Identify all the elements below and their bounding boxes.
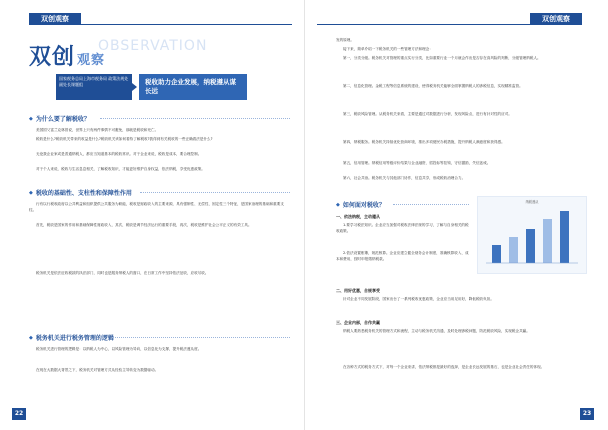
subheading-1: 一、依法纳税，主动遵从 — [336, 214, 380, 219]
paragraph: 针对企业不同发展阶段，国家出台了一系列税收优惠政策，企业应当用足用好，降低税收负担。 — [343, 297, 494, 301]
right-header-line — [317, 24, 582, 25]
diamond-bullet-icon: ◆ — [29, 189, 33, 196]
illustration-bar — [560, 211, 569, 263]
arrow-icon — [132, 83, 137, 91]
illustration-bar — [543, 219, 552, 263]
left-header-line — [29, 24, 292, 25]
paragraph: 首先，税收是国家的作用和基础保障性财政收入，其次，税收是调节经济运行的重要手段，再次，税收是维护社会公平正义的有效工具。 — [36, 223, 252, 227]
page-number-right: 23 — [580, 408, 594, 420]
paragraph: 纳税人要熟悉税务机关的管理方式和流程，主动与税务机关沟通，及时处理涉税问题，防范税收风险，实现税企共赢。 — [343, 329, 530, 333]
page-number-left: 22 — [12, 408, 26, 420]
paragraph: 税收是什么?税收机关带来的收益是什么?税收机关该如何看待了解税收?我得到有关税收的一些正确看法是什么? — [36, 137, 213, 141]
section-heading-1-text: 为什么要了解税收？ — [35, 116, 90, 123]
paragraph: 第六，社会共治。税务机关与其他部门协作，信息共享，形成税收治理合力。 — [343, 176, 466, 180]
section-heading-3-text: 税务机关进行税务管理的逻辑 — [35, 335, 114, 342]
paragraph: 第三，税收风险管理。从税务机关来看，主要是通过对数据进行分析，发现风险点，进行有针对性的应对。 — [343, 112, 512, 116]
illustration-bar — [509, 237, 518, 263]
right-page — [304, 0, 608, 430]
title-english-watermark: OBSERVATION — [98, 38, 208, 54]
illustration-bar — [492, 245, 501, 263]
section-heading-right — [336, 200, 385, 209]
page-title-main: 双创 — [29, 45, 76, 70]
section-heading-3 — [29, 333, 114, 342]
paragraph: 税务机关进行管理的逻辑是：以纳税人为中心，以风险管理为导向，以信息化为支撑，提升税法遵从度。 — [36, 347, 202, 351]
chart-title: 纳税遵从 — [525, 200, 539, 204]
subheading-3: 三、企业内部，合作共赢 — [336, 320, 380, 325]
paragraph: 第四，纳税服务。税务机关持续优化营商环境，推出多项便民办税措施，提升纳税人满意度和获得感。 — [343, 140, 505, 144]
paragraph: 2.依法设置账簿，规范核算。企业应建立健全财务会计制度，准确核算收入、成本和费用，按时申报缴纳税款。 — [336, 251, 469, 262]
paragraph: 在现在大数据大背景之下，税务机关对管理方式从经验主导转变为数据驱动。 — [36, 368, 159, 372]
diamond-bullet-icon: ◆ — [29, 334, 33, 341]
author-box: 国家税务总局上海市税务局 政策法规处副处长课题组 — [56, 74, 132, 100]
subheading-2: 二、用好优惠，合规享受 — [336, 288, 380, 293]
paragraph: 美国国父富兰克林曾说，世界上只有两件事情不可避免，那就是税收和死亡。 — [36, 128, 159, 132]
article-headline: 税收助力企业发展，纳税遵从谋长远 — [139, 74, 247, 100]
right-header-tab: 双创观察 — [530, 13, 582, 25]
paragraph: 对于个人来说，税收与生活息息相关，了解税收知识，才能更好维护自身权益，依法纳税，享受优惠政策。 — [36, 167, 205, 171]
diamond-bullet-icon: ◆ — [336, 201, 340, 208]
section-divider-2 — [140, 192, 290, 193]
paragraph: 第一，分类分级。税务机关对管理的重点实行分类，比如重要行业一个月就会作出是否存在高风险的判断，分级管理纳税人。 — [343, 56, 541, 60]
bar-illustration — [478, 197, 586, 273]
paragraph: 在各种方式的税务方式下，对每一个企业来讲，依法纳税都是最好的选择，是企业长远发展的基石，也是企业社会责任的体现。 — [343, 365, 545, 369]
paragraph: 行有以行税收政府以公共利益和组织提供公共服务为职能，税收是财政收入的主要来源，具有强制性、无偿性、固定性三个特征，是国家治理的基础和重要支柱。 — [29, 202, 284, 213]
page-title — [29, 40, 105, 71]
illustration-chart — [477, 196, 587, 274]
section-divider-3 — [112, 337, 290, 338]
paragraph: 1.要学习税法知识。企业应当加强对税收法律法规的学习，了解与自身相关的税收政策。 — [336, 223, 469, 234]
paragraph: 第五，信用管理。纳税信用等级评价结果与企业融资、招投标等挂钩，守信激励，失信惩戒。 — [343, 161, 491, 165]
paragraph: 发的原理。 — [336, 38, 354, 42]
section-divider-right — [393, 204, 469, 205]
section-heading-2 — [29, 188, 132, 197]
section-divider-1 — [100, 118, 290, 119]
section-heading-1 — [29, 114, 90, 123]
section-heading-right-text: 如何面对税收？ — [342, 202, 385, 209]
section-heading-2-text: 税收的基础性、支柱性和保障性作用 — [35, 190, 132, 197]
diamond-bullet-icon: ◆ — [29, 115, 33, 122]
paragraph: 第二，信息化管理。金税工程等信息系统的建设，使得税务机关能够全面掌握纳税人的涉税信息，实现精准监管。 — [343, 84, 523, 88]
illustration-bar — [526, 229, 535, 263]
paragraph: 税务机关是依法征收税款的执法部门，同时也是服务纳税人的窗口，在日常工作中坚持依法征收，应收尽收。 — [36, 271, 209, 275]
paragraph: 无论我企业家或是普通纳税人，都应当知道基本的税收常识。对于企业来说，税收是成本，要合理控制。 — [36, 152, 202, 156]
left-header-tab: 双创观察 — [29, 13, 81, 25]
paragraph: 接下来，简单介绍一下税务机关的一些管理方法和理念： — [343, 47, 433, 51]
page-title-small: 观察 — [77, 53, 106, 68]
